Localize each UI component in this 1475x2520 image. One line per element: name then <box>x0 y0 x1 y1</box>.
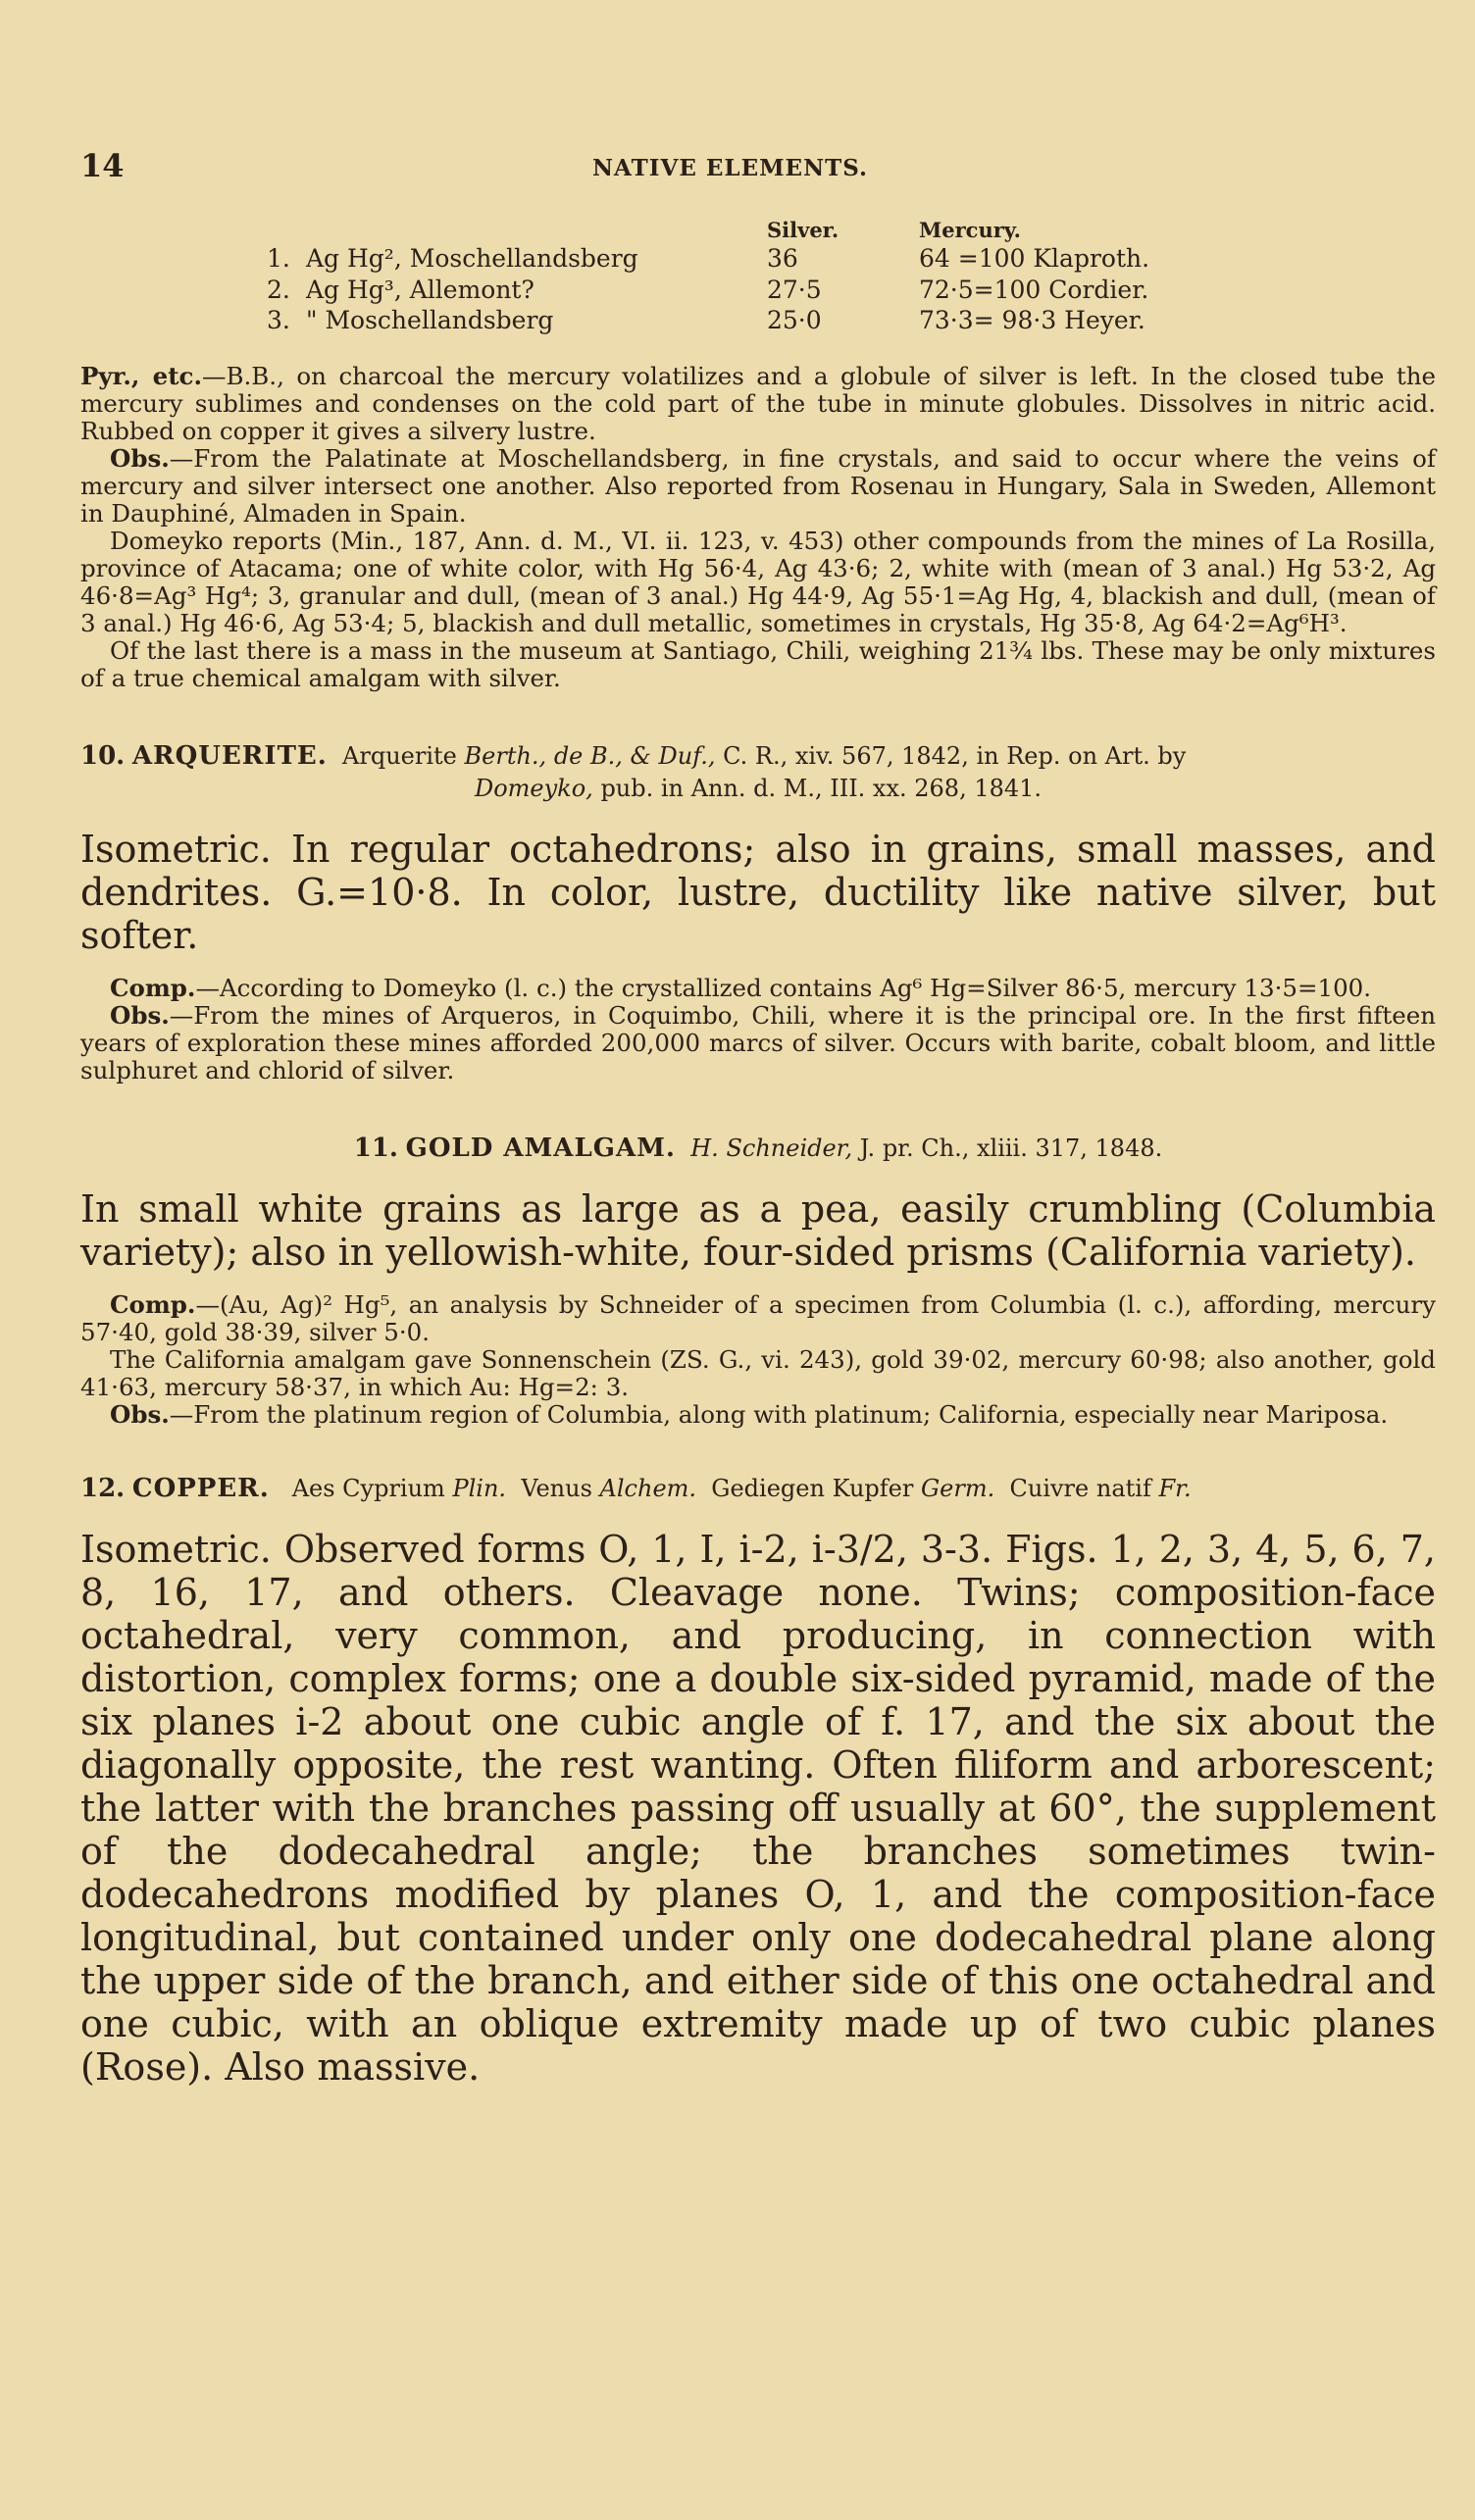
gold-amalgam-description: In small white grains as large as a pea, easily crumbling (Columbia variety); also in yellowish-white, four-sided prisms (California variety). <box>80 1187 1436 1274</box>
row-name: " Moschellandsberg <box>306 305 554 334</box>
species-number: 10. <box>80 741 126 771</box>
row-number: 3. <box>267 305 290 334</box>
row-name: Ag Hg², Moschellandsberg <box>306 244 638 274</box>
column-header-silver: Silver. <box>767 218 839 242</box>
observations-paragraph: Obs.—From the mines of Arqueros, in Coquimbo, Chili, where it is the principal ore. In the first fifteen years of exploration these mines afforded 200,000 marcs of silver. Occurs with barite, cobalt bloom, and little sulphuret and chlorid of silver. <box>80 1001 1436 1084</box>
row-silver: 27·5 <box>767 275 822 304</box>
row-mercury: 73·3= 98·3 Heyer. <box>919 305 1145 334</box>
observations-paragraph: Obs.—From the Palatinate at Moschellandsberg, in fine crystals, and said to occur where the veins of mercury and silver intersect one another. Also reported from Rosenau in Hungary, Sala in Sweden, Allemont in Dauphiné, Almaden in Spain. <box>80 444 1436 528</box>
row-silver: 25·0 <box>767 305 822 334</box>
table-header-row <box>267 218 1149 243</box>
arquerite-heading: 10. ARQUERITE. Arquerite Berth., de B., & Duf., C. R., xiv. 567, 1842, in Rep. on Art. by Domeyko, pub. in Ann. d. M., III. xx. 268, 1841. <box>80 741 1187 802</box>
amalgam-notes <box>80 363 1436 692</box>
gold-amalgam-heading: 11. GOLD AMALGAM. H. Schneider, J. pr. Ch., xliii. 317, 1848. <box>353 1134 1163 1163</box>
composition-paragraph: Comp.—(Au, Ag)² Hg⁵, an analysis by Schneider of a specimen from Columbia (l. c.), affording, mercury 57·40, gold 38·39, silver 5·0. <box>80 1290 1436 1346</box>
table-row <box>267 275 1149 305</box>
arquerite-notes <box>80 975 1436 1084</box>
row-mercury: 64 =100 Klaproth. <box>919 244 1150 274</box>
species-number: 11. <box>353 1134 398 1163</box>
domeyko-paragraph: Domeyko reports (Min., 187, Ann. d. M., VI. ii. 123, v. 453) other compounds from the mines of La Rosilla, province of Atacama; one of white color, with Hg 56·4, Ag 43·6; 2, white with (mean of 3 anal.) Hg 53·2, Ag 46·8=Ag³ Hg⁴; 3, granular and dull, (mean of 3 anal.) Hg 44·9, Ag 55·1=Ag Hg, 4, blackish and dull, (mean of 3 anal.) Hg 46·6, Ag 53·4; 5, blackish and dull metallic, sometimes in crystals, Hg 35·8, Ag 64·2=Ag⁶H³. <box>80 527 1436 637</box>
amalgam-analysis-table <box>267 218 1149 335</box>
running-title: NATIVE ELEMENTS. <box>592 155 869 181</box>
row-name: Ag Hg³, Allemont? <box>306 275 534 304</box>
composition-paragraph: Comp.—According to Domeyko (l. c.) the crystallized contains Ag⁶ Hg=Silver 86·5, mercury 13·5=100. <box>110 974 1372 1002</box>
table-row <box>267 243 1149 274</box>
species-name: COPPER. <box>131 1474 270 1503</box>
row-mercury: 72·5=100 Cordier. <box>919 275 1149 304</box>
copper-heading: 12. COPPER. Aes Cyprium Plin. Venus Alchem. Gediegen Kupfer Germ. Cuivre natif Fr. <box>80 1474 1192 1503</box>
column-header-mercury: Mercury. <box>919 218 1021 242</box>
species-name: ARQUERITE. <box>131 741 328 771</box>
copper-description: Isometric. Observed forms O, 1, I, i-2, i-3/2, 3-3. Figs. 1, 2, 3, 4, 5, 6, 7, 8, 16, 17, and others. Cleavage none. Twins; composition-face octahedral, very common, and producing, in connection with distortion, complex forms; one a double six-sided pyramid, made of the six planes i-2 about one cubic angle of f. 17, and the six about the diagonally opposite, the rest wanting. Often filiform and arborescent; the latter with the branches passing off usually at 60°, the supplement of the dodecahedral angle; the branches sometimes twin-dodecahedrons modified by planes O, 1, and the composition-face longitudinal, but contained under only one dodecahedral plane along the upper side of the branch, and either side of this one octahedral and one cubic, with an oblique extremity made up of two cubic planes (Rose). Also massive. <box>80 1528 1436 2089</box>
pyrognostics-paragraph: Pyr., etc.—B.B., on charcoal the mercury volatilizes and a globule of silver is left. In the closed tube the mercury sublimes and condenses on the cold part of the tube in minute globules. Dissolves in nitric acid. Rubbed on copper it gives a silvery lustre. <box>80 362 1436 445</box>
observations-paragraph: Obs.—From the platinum region of Columbia, along with platinum; California, especially near Mariposa. <box>110 1400 1389 1429</box>
row-number: 1. <box>267 244 290 274</box>
gold-amalgam-notes <box>80 1291 1436 1429</box>
page-header <box>80 147 1436 196</box>
row-number: 2. <box>267 275 290 304</box>
obs-label: Obs. <box>110 444 170 473</box>
pyr-label: Pyr., etc. <box>80 362 202 390</box>
species-number: 12. <box>80 1474 126 1503</box>
santiago-paragraph: Of the last there is a mass in the museum at Santiago, Chili, weighing 21¾ lbs. These may be only mixtures of a true chemical amalgam with silver. <box>80 636 1436 692</box>
table-row <box>267 305 1149 335</box>
species-name: GOLD AMALGAM. <box>405 1134 676 1163</box>
row-silver: 36 <box>767 244 798 274</box>
page-number: 14 <box>80 147 125 184</box>
california-paragraph: The California amalgam gave Sonnenschein (ZS. G., vi. 243), gold 39·02, mercury 60·98; also another, gold 41·63, mercury 58·37, in which Au: Hg=2: 3. <box>80 1345 1436 1401</box>
arquerite-description: Isometric. In regular octahedrons; also in grains, small masses, and dendrites. G.=10·8. In color, lustre, ductility like native silver, but softer. <box>80 828 1436 957</box>
